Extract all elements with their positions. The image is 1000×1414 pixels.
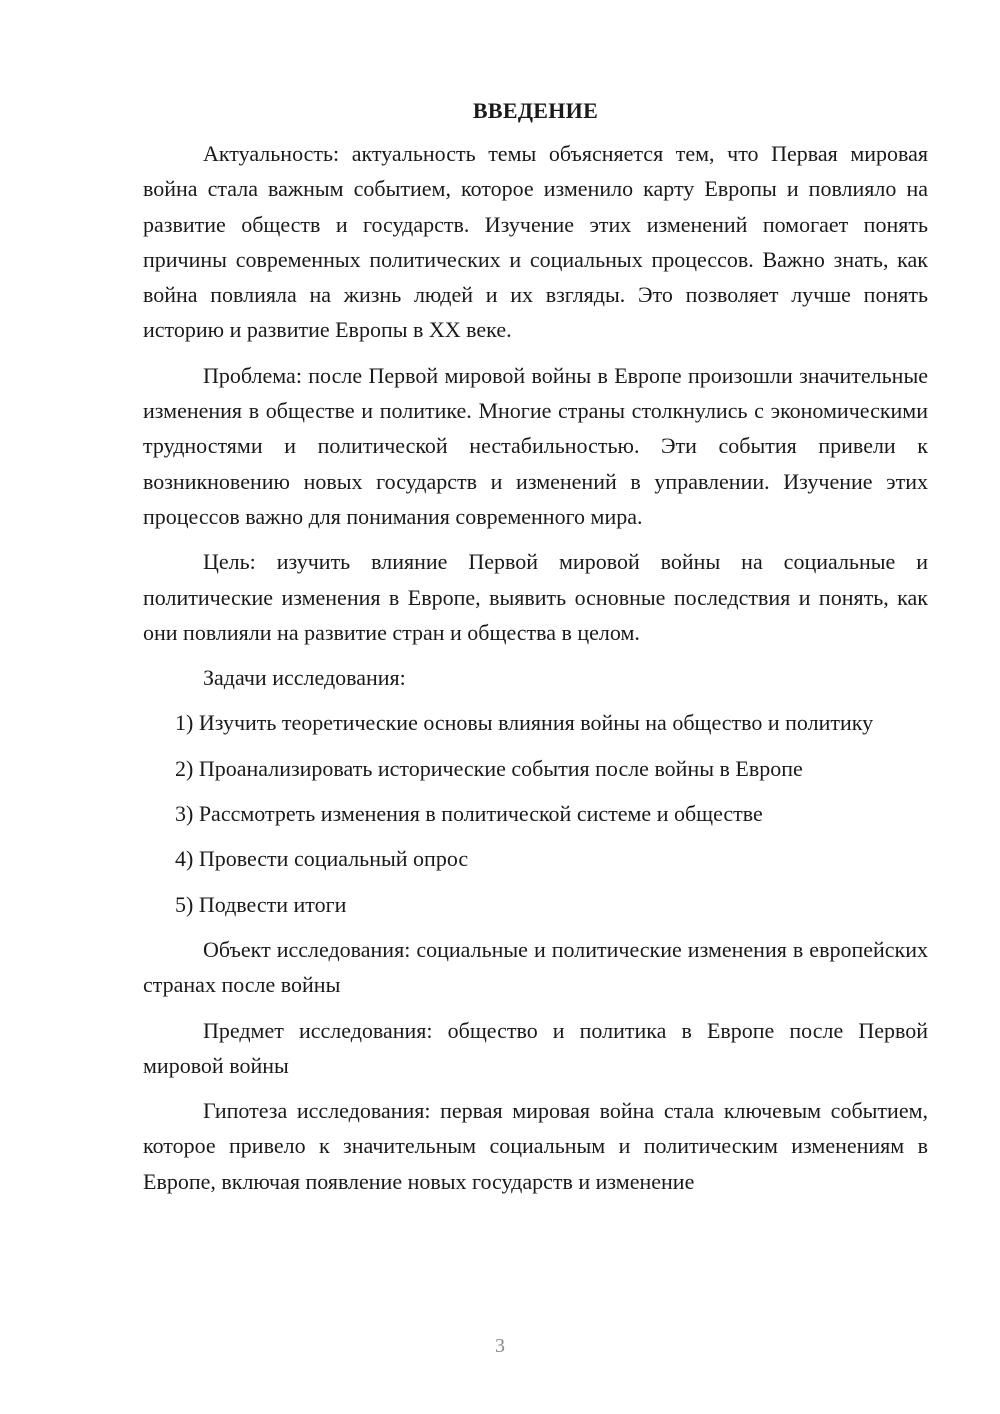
paragraph-subject: Предмет исследования: общество и политика в Европе после Первой мировой войны xyxy=(143,1017,928,1078)
paragraph-tasks-heading: Задачи исследования: xyxy=(203,665,406,691)
paragraph-relevance: Актуальность: актуальность темы объясняется тем, что Первая мировая война стала важным событием, которое изменило карту Европы и повлияло на развитие обществ и государств. Изучение этих изменений помогает понять причины современных политических и социальных процессов. Важно знать, как война повлияла на жизнь людей и их взгляды. Это позволяет лучше понять историю и развитие Европы в XX веке. xyxy=(143,141,928,343)
paragraph-goal: Цель: изучить влияние Первой мировой войны на социальные и политические изменения в Европе, выявить основные последствия и понять, как они повлияли на развитие стран и общества в целом. xyxy=(143,549,928,645)
page-number: 3 xyxy=(495,1335,505,1357)
page-title: ВВЕДЕНИЕ xyxy=(472,98,599,123)
task-item-3: 3) Рассмотреть изменения в политической системе и обществе xyxy=(175,801,763,827)
task-item-2: 2) Проанализировать исторические события после войны в Европе xyxy=(175,755,803,781)
paragraph-problem: Проблема: после Первой мировой войны в Европе произошли значительные изменения в обществе и политике. Многие страны столкнулись с экономическими трудностями и политической нестабильностью. Эти события привели к возникновению новых государств и изменений в управлении. Изучение этих процессов важно для понимания современного мира. xyxy=(143,362,928,529)
page-body xyxy=(143,96,928,1209)
task-item-1: 1) Изучить теоретические основы влияния войны на общество и политику xyxy=(175,710,874,736)
task-item-4: 4) Провести социальный опрос xyxy=(175,846,469,872)
paragraph-object: Объект исследования: социальные и политические изменения в европейских странах после войны xyxy=(143,936,928,998)
paragraph-hypothesis: Гипотеза исследования: первая мировая война стала ключевым событием, которое привело к значительным социальным и политическим изменениям в Европе, включая появление новых государств и изменение xyxy=(143,1098,928,1194)
task-item-5: 5) Подвести итоги xyxy=(175,891,347,917)
